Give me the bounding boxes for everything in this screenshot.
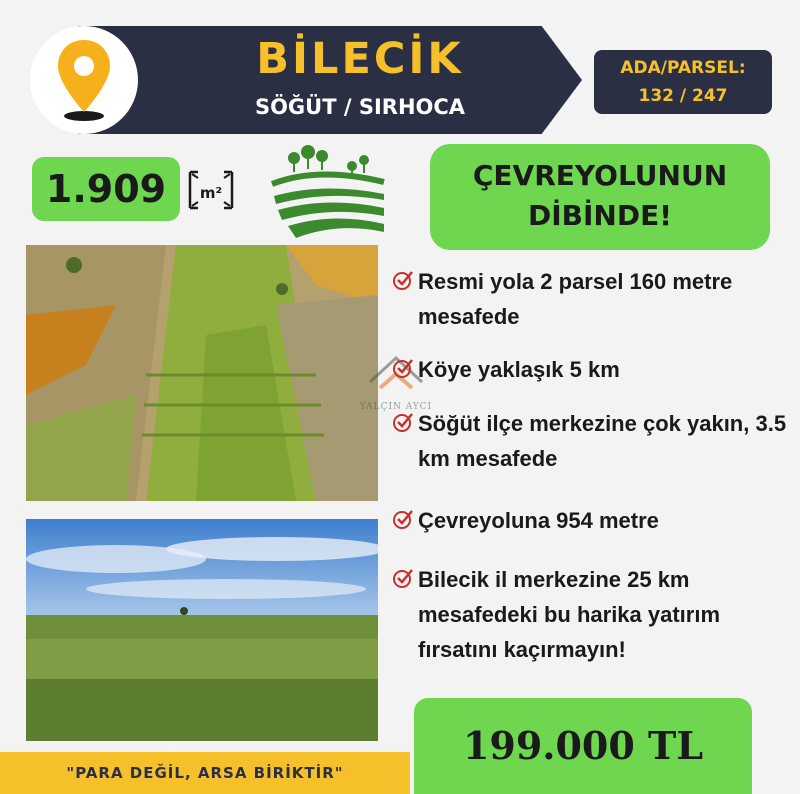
wheat-field-photo	[26, 519, 378, 741]
feature-text: Bilecik il merkezine 25 km mesafedeki bu harika yatırım fırsatını kaçırmayın!	[418, 567, 721, 662]
feature-item	[388, 352, 788, 387]
check-icon	[388, 268, 418, 292]
location-pin-icon	[30, 26, 138, 134]
parcel-badge	[594, 50, 772, 114]
check-icon	[388, 566, 418, 590]
check-icon	[388, 356, 418, 380]
feature-item	[388, 562, 788, 667]
district-subtitle: SÖĞÜT / SIRHOCA	[254, 95, 466, 119]
headline-line-2: DİBİNDE!	[528, 199, 672, 232]
feature-item	[388, 264, 788, 334]
farm-field-icon	[268, 138, 388, 244]
location-badge	[30, 26, 138, 134]
feature-text: Resmi yola 2 parsel 160 metre mesafede	[418, 269, 733, 329]
area-unit: m²	[199, 184, 223, 202]
check-icon	[388, 507, 418, 531]
area-value: 1.909	[32, 157, 180, 221]
feature-text: Köye yaklaşık 5 km	[418, 357, 620, 382]
check-icon	[388, 410, 418, 434]
feature-text: Çevreyoluna 954 metre	[418, 508, 659, 533]
headline-line-1: ÇEVREYOLUNUN	[472, 159, 728, 192]
feature-item	[388, 406, 788, 476]
slogan-banner: "PARA DEĞİL, ARSA BİRİKTİR"	[0, 752, 410, 794]
feature-item	[388, 503, 788, 538]
feature-text: Söğüt ilçe merkezine çok yakın, 3.5 km mesafede	[418, 411, 787, 471]
headline-box	[430, 144, 770, 250]
price-box: 199.000 TL	[414, 698, 752, 794]
city-title: BİLECİK	[256, 34, 464, 84]
watermark-text: YALÇIN AYCI	[359, 402, 433, 412]
square-meter-icon	[186, 168, 236, 212]
aerial-field-photo	[26, 245, 378, 501]
parcel-value: 132 / 247	[638, 86, 728, 106]
parcel-label: ADA/PARSEL:	[620, 58, 746, 78]
